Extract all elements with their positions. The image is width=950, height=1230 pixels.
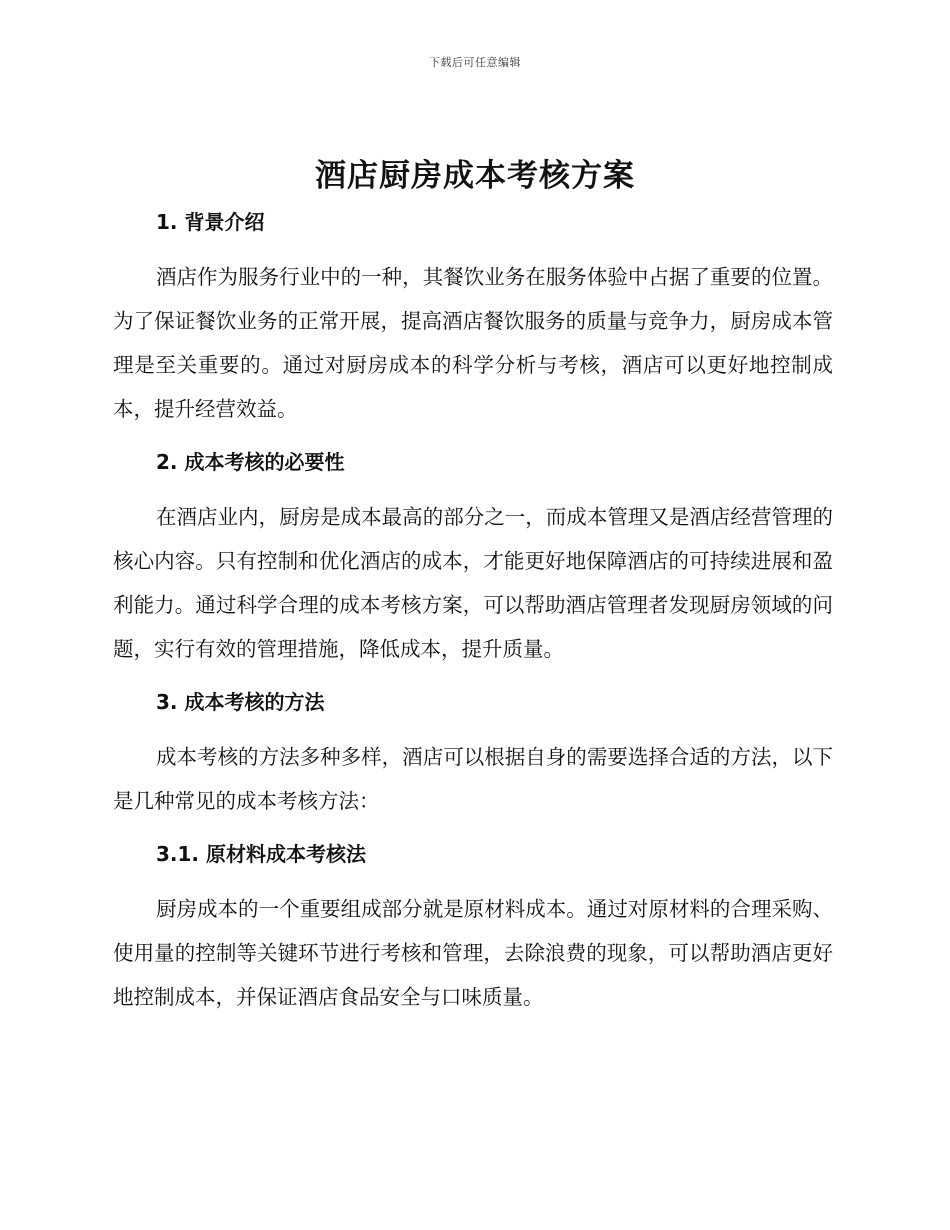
section-paragraph: 厨房成本的一个重要组成部分就是原材料成本。通过对原材料的合理采购、使用量的控制等关键环节进行考核和管理，去除浪费的现象，可以帮助酒店更好地控制成本，并保证酒店食品安全与口味质量。 — [113, 897, 833, 1009]
section-methods — [113, 683, 833, 835]
section-background — [113, 203, 833, 443]
section-paragraph: 酒店作为服务行业中的一种，其餐饮业务在服务体验中占据了重要的位置。为了保证餐饮业务的正常开展，提高酒店餐饮服务的质量与竞争力，厨房成本管理是至关重要的。通过对厨房成本的科学分析与考核，酒店可以更好地控制成本，提升经营效益。 — [113, 265, 833, 421]
section-heading: 3.1. 原材料成本考核法 — [156, 842, 366, 866]
section-paragraph: 在酒店业内，厨房是成本最高的部分之一，而成本管理又是酒店经营管理的核心内容。只有控制和优化酒店的成本，才能更好地保障酒店的可持续进展和盈利能力。通过科学合理的成本考核方案，可以帮助酒店管理者发现厨房领域的问题，实行有效的管理措施，降低成本，提升质量。 — [113, 505, 833, 661]
section-heading: 1. 背景介绍 — [156, 210, 265, 234]
section-raw-material-method — [113, 835, 833, 1019]
document-title: 酒店厨房成本考核方案 — [315, 158, 635, 194]
document-body — [113, 203, 833, 1019]
section-necessity — [113, 443, 833, 683]
section-heading: 3. 成本考核的方法 — [156, 690, 325, 714]
page-header-note: 下载后可任意编辑 — [429, 56, 521, 69]
section-heading: 2. 成本考核的必要性 — [156, 450, 345, 474]
section-paragraph: 成本考核的方法多种多样，酒店可以根据自身的需要选择合适的方法，以下是几种常见的成本考核方法： — [113, 745, 833, 813]
